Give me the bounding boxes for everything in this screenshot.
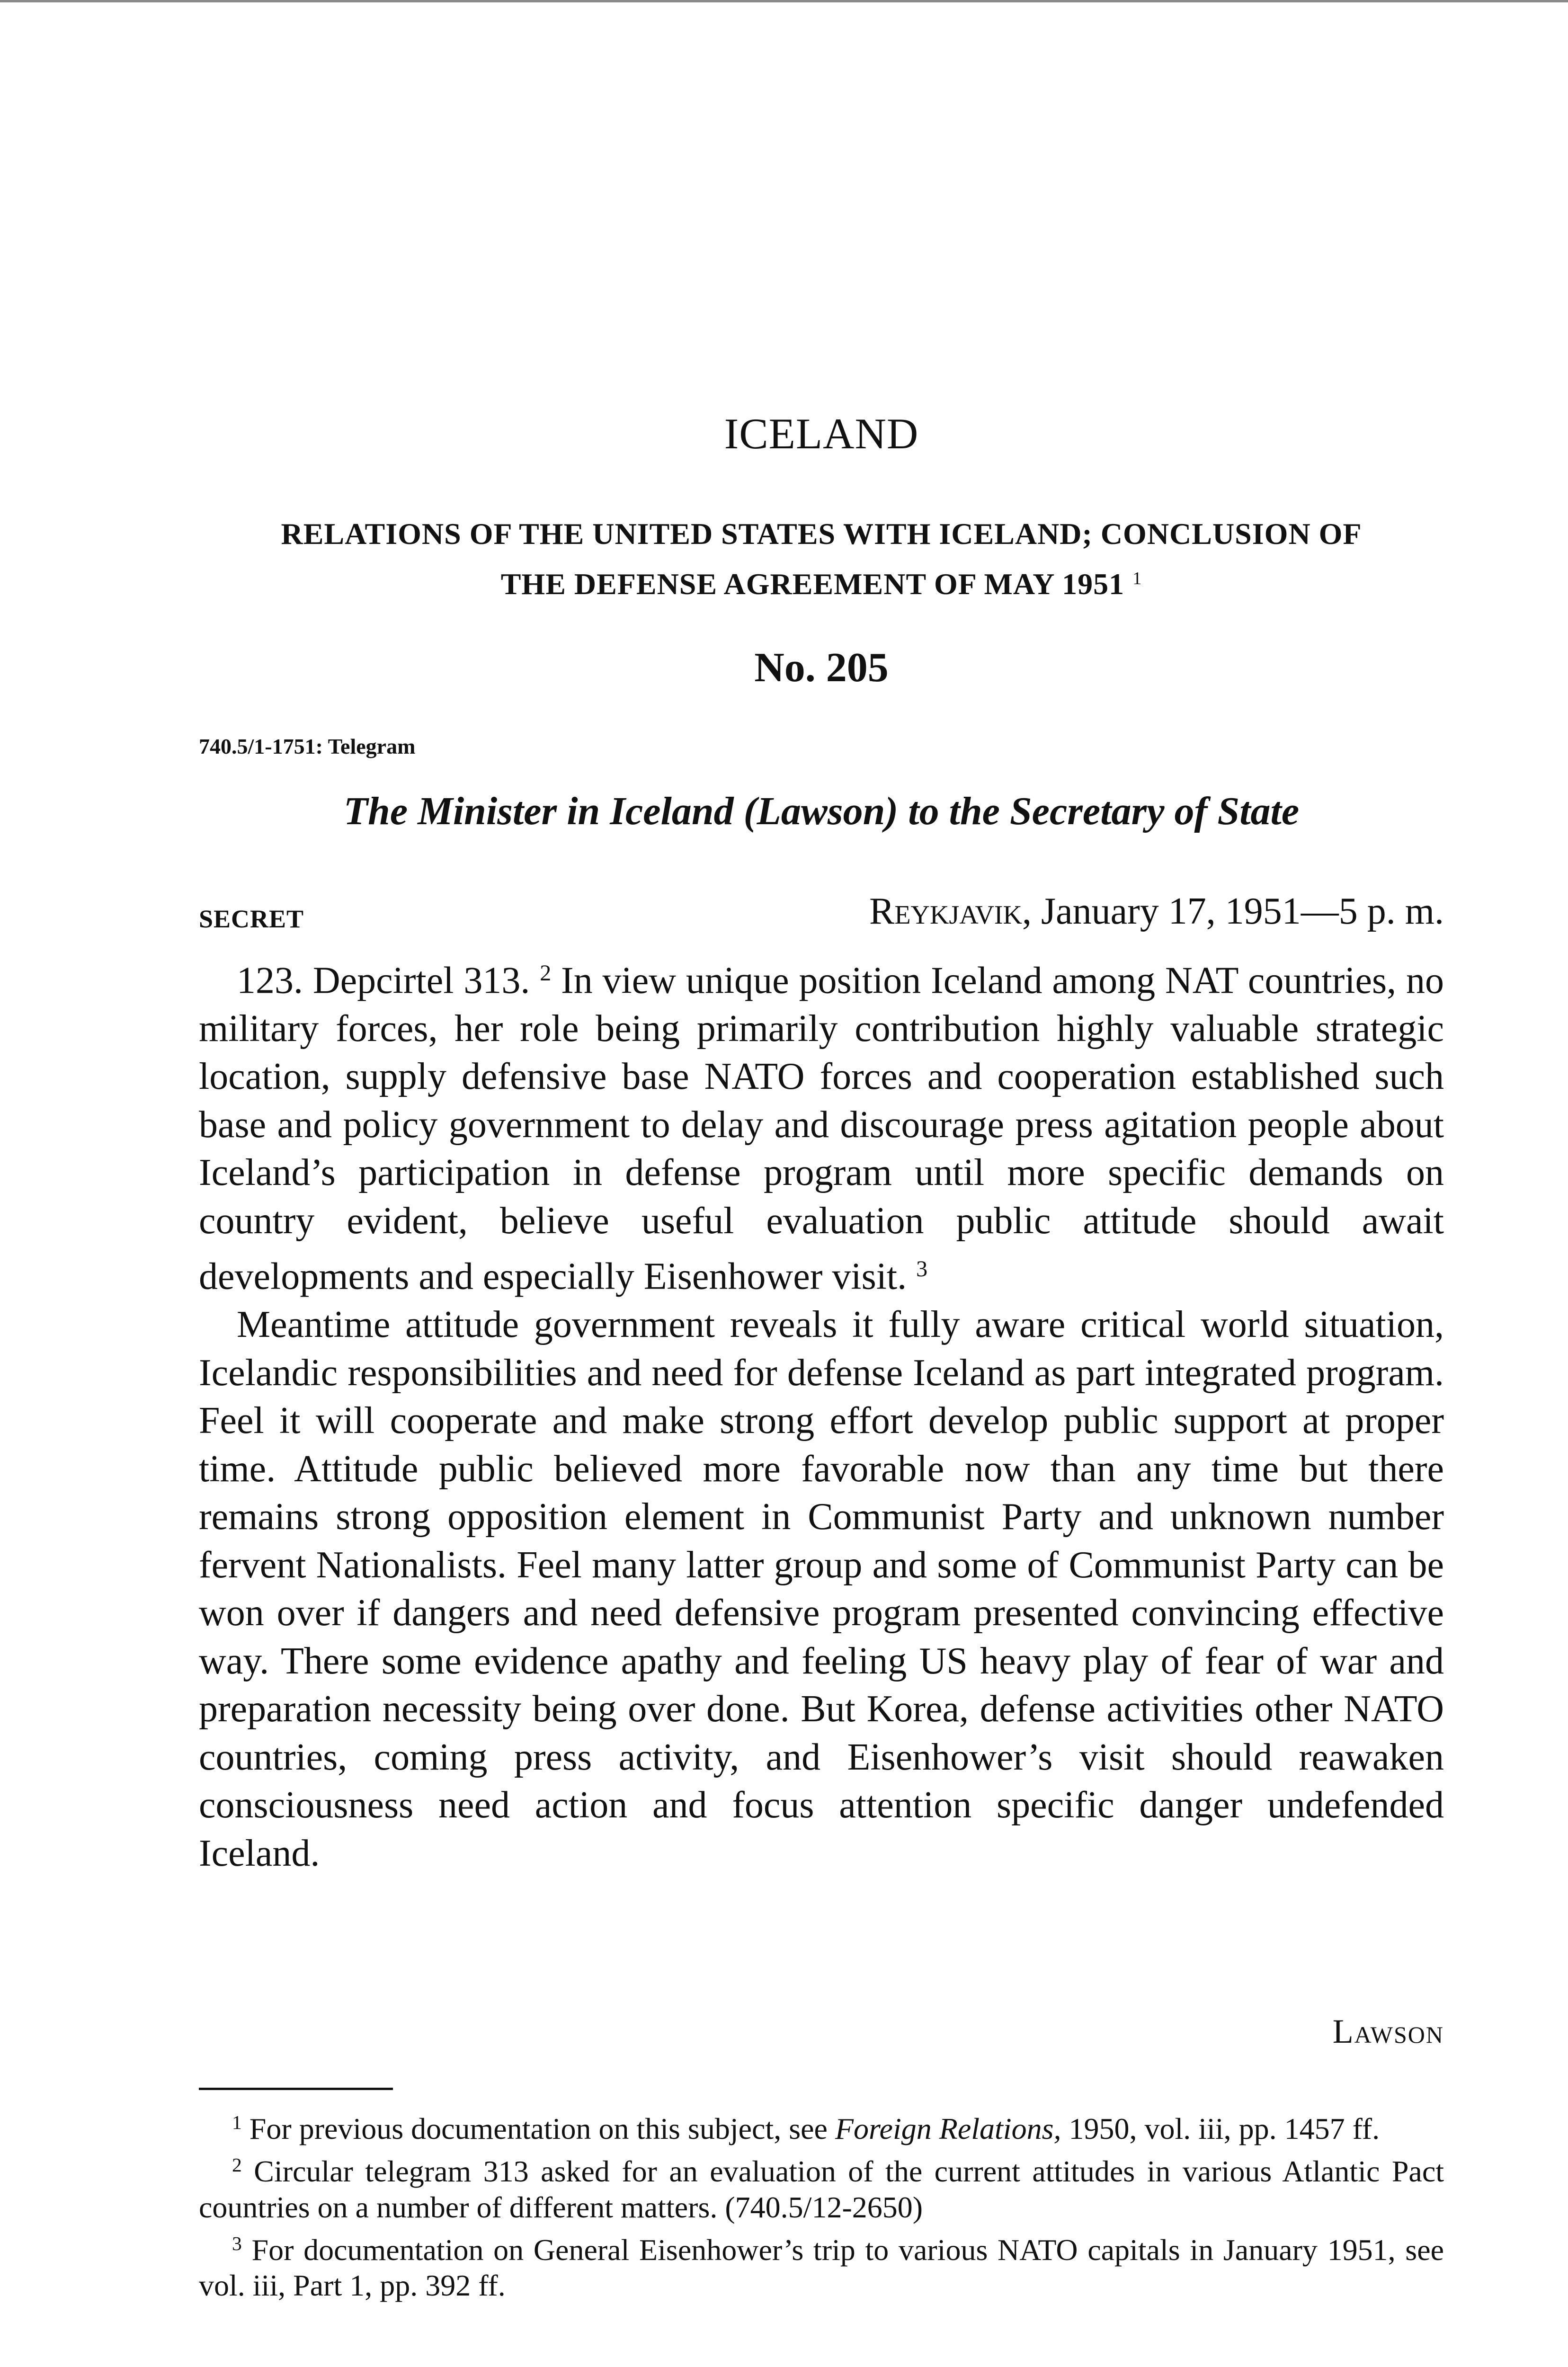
- signature: Lawson: [1332, 2012, 1444, 2050]
- dateline: [869, 890, 1444, 933]
- footnote-3: [199, 2225, 1444, 2304]
- footnote-divider: [199, 2088, 393, 2090]
- document-page: [199, 0, 1444, 2367]
- subject-heading-line-2-text: THE DEFENSE AGREEMENT OF MAY 1951: [500, 567, 1125, 601]
- footnote-2: [199, 2147, 1444, 2225]
- footnote-2-number: 2: [232, 2153, 242, 2176]
- footnote-1-number: 1: [232, 2111, 242, 2133]
- country-heading: ICELAND: [724, 409, 919, 458]
- footnote-1-text-before: For previous documentation on this subject, see: [249, 2111, 828, 2145]
- body-p1-opening: 123. Depcirtel 313.: [237, 960, 530, 1002]
- footnote-ref-1[interactable]: 1: [1132, 569, 1142, 588]
- body-paragraph-1: [199, 949, 1444, 1301]
- subject-heading-line-2: [199, 556, 1444, 606]
- footnote-1-italic-title: Foreign Relations,: [835, 2111, 1061, 2145]
- body-p1-text: In view unique position Iceland among NAT countries, no military forces, her role being primarily contribution highly valuable strategic location, supply defensive base NATO forces and cooperation established such base and policy government to delay and discourage press agitation people about Iceland’s participation in defense program until more specific demands on country evident, believe useful evaluation public attitude should await developments and especially Eisenhower visit.: [199, 960, 1444, 1298]
- footnote-2-text: Circular telegram 313 asked for an evaluation of the current attitudes in various Atlantic Pact countries on a number of different matters. (740.5/12-2650): [199, 2154, 1444, 2224]
- footnote-1-text-after: 1950, vol. iii, pp. 1457 ff.: [1069, 2111, 1380, 2145]
- classification-label: SECRET: [199, 905, 304, 933]
- telegram-body: [199, 949, 1444, 1878]
- dateline-place: Reykjavik,: [869, 890, 1032, 932]
- footnote-ref-3[interactable]: 3: [916, 1256, 928, 1282]
- subject-heading-line-1: RELATIONS OF THE UNITED STATES WITH ICELAND; CONCLUSION OF: [281, 517, 1362, 551]
- dateline-date: January 17, 1951—5 p. m.: [1041, 890, 1444, 932]
- footnote-1: [199, 2104, 1444, 2147]
- footnote-3-text: For documentation on General Eisenhower’s trip to various NATO capitals in January 1951, see vol. iii, Part 1, pp. 392 ff.: [199, 2233, 1444, 2303]
- footnotes: [199, 2104, 1444, 2304]
- file-number: 740.5/1-1751: Telegram: [199, 734, 416, 758]
- footnote-ref-2[interactable]: 2: [540, 961, 552, 986]
- subject-heading: [199, 511, 1444, 606]
- body-paragraph-2: Meantime attitude government reveals it fully aware critical world situation, Icelandic responsibilities and need for defense Iceland as part integrated program. Feel it will cooperate and make strong effort develop public support at proper time. Attitude public believed more favorable now than any time but there remains strong opposition element in Communist Party and unknown number fervent Nationalists. Feel many latter group and some of Communist Party can be won over if dangers and need defensive program presented convincing effective way. There some evidence apathy and feeling US heavy play of fear of war and preparation necessity being over done. But Korea, defense activities other NATO countries, coming press activity, and Eisenhower’s visit should reawaken consciousness need action and focus attention specific danger undefended Iceland.: [199, 1304, 1444, 1874]
- footnote-3-number: 3: [232, 2232, 242, 2254]
- document-title: The Minister in Iceland (Lawson) to the Secretary of State: [343, 789, 1300, 833]
- document-number: No. 205: [754, 645, 889, 691]
